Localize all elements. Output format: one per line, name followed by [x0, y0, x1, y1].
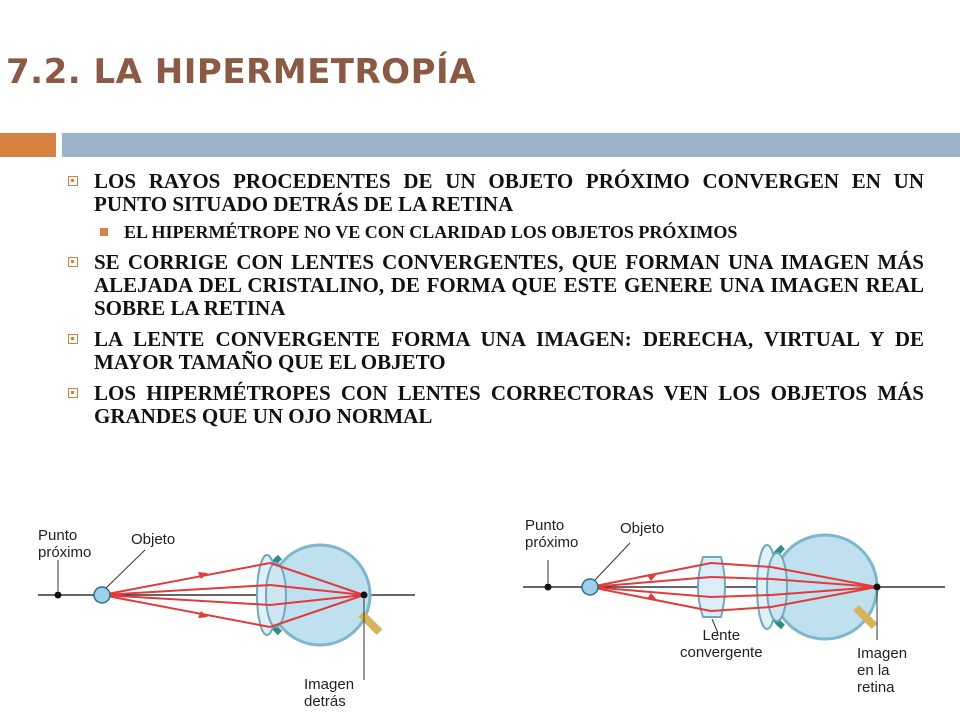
square-bullet-icon: [68, 334, 78, 344]
bullet-item: [62, 251, 924, 320]
near-point-dot: [55, 592, 62, 599]
bullet-item: [62, 382, 924, 428]
image-on-retina-label: Imagen en la retina: [857, 645, 908, 696]
title-divider-bar: [62, 133, 960, 157]
lens-label: Lente convergente: [680, 627, 763, 661]
near-point-label: Punto próximo: [38, 527, 92, 561]
object-label: Objeto: [131, 531, 176, 548]
bullet-list: [62, 170, 924, 436]
filled-square-bullet-icon: [100, 228, 108, 236]
bullet-text: SE CORRIGE CON LENTES CONVERGENTES, QUE FORMAN UNA IMAGEN MÁS ALEJADA DEL CRISTALINO, DE FORMA QUE ESTE GENERE UNA IMAGEN REAL SOBRE LA RETINA: [94, 250, 924, 320]
square-bullet-icon: [68, 176, 78, 186]
image-behind-label: Imagen detrás: [304, 676, 355, 710]
sub-bullet-item: [62, 222, 924, 242]
bullet-item: [62, 170, 924, 216]
title-accent-bar: [0, 133, 56, 157]
image-point-dot: [361, 592, 368, 599]
bullet-text: LA LENTE CONVERGENTE FORMA UNA IMAGEN: DERECHA, VIRTUAL Y DE MAYOR TAMAÑO QUE EL OBJETO: [94, 327, 924, 374]
object-point-icon: [582, 579, 598, 595]
bullet-item: [62, 328, 924, 374]
converging-lens-icon: [698, 557, 725, 617]
near-point-label: Punto próximo: [525, 517, 579, 551]
square-bullet-icon: [68, 388, 78, 398]
eye-icon: [757, 535, 877, 639]
retina-image-dot: [874, 584, 881, 591]
bullet-text: LOS HIPERMÉTROPES CON LENTES CORRECTORAS VEN LOS OBJETOS MÁS GRANDES QUE UN OJO NORMAL: [94, 381, 924, 428]
object-label: Objeto: [620, 520, 665, 537]
object-point-icon: [94, 587, 110, 603]
near-point-dot: [545, 584, 552, 591]
slide-title: 7.2. LA HIPERMETROPÍA: [6, 52, 476, 92]
bullet-text: LOS RAYOS PROCEDENTES DE UN OBJETO PRÓXIMO CONVERGEN EN UN PUNTO SITUADO DETRÁS DE LA RETINA: [94, 169, 924, 216]
square-bullet-icon: [68, 257, 78, 267]
sub-bullet-text: EL HIPERMÉTROPE NO VE CON CLARIDAD LOS OBJETOS PRÓXIMOS: [124, 222, 738, 242]
